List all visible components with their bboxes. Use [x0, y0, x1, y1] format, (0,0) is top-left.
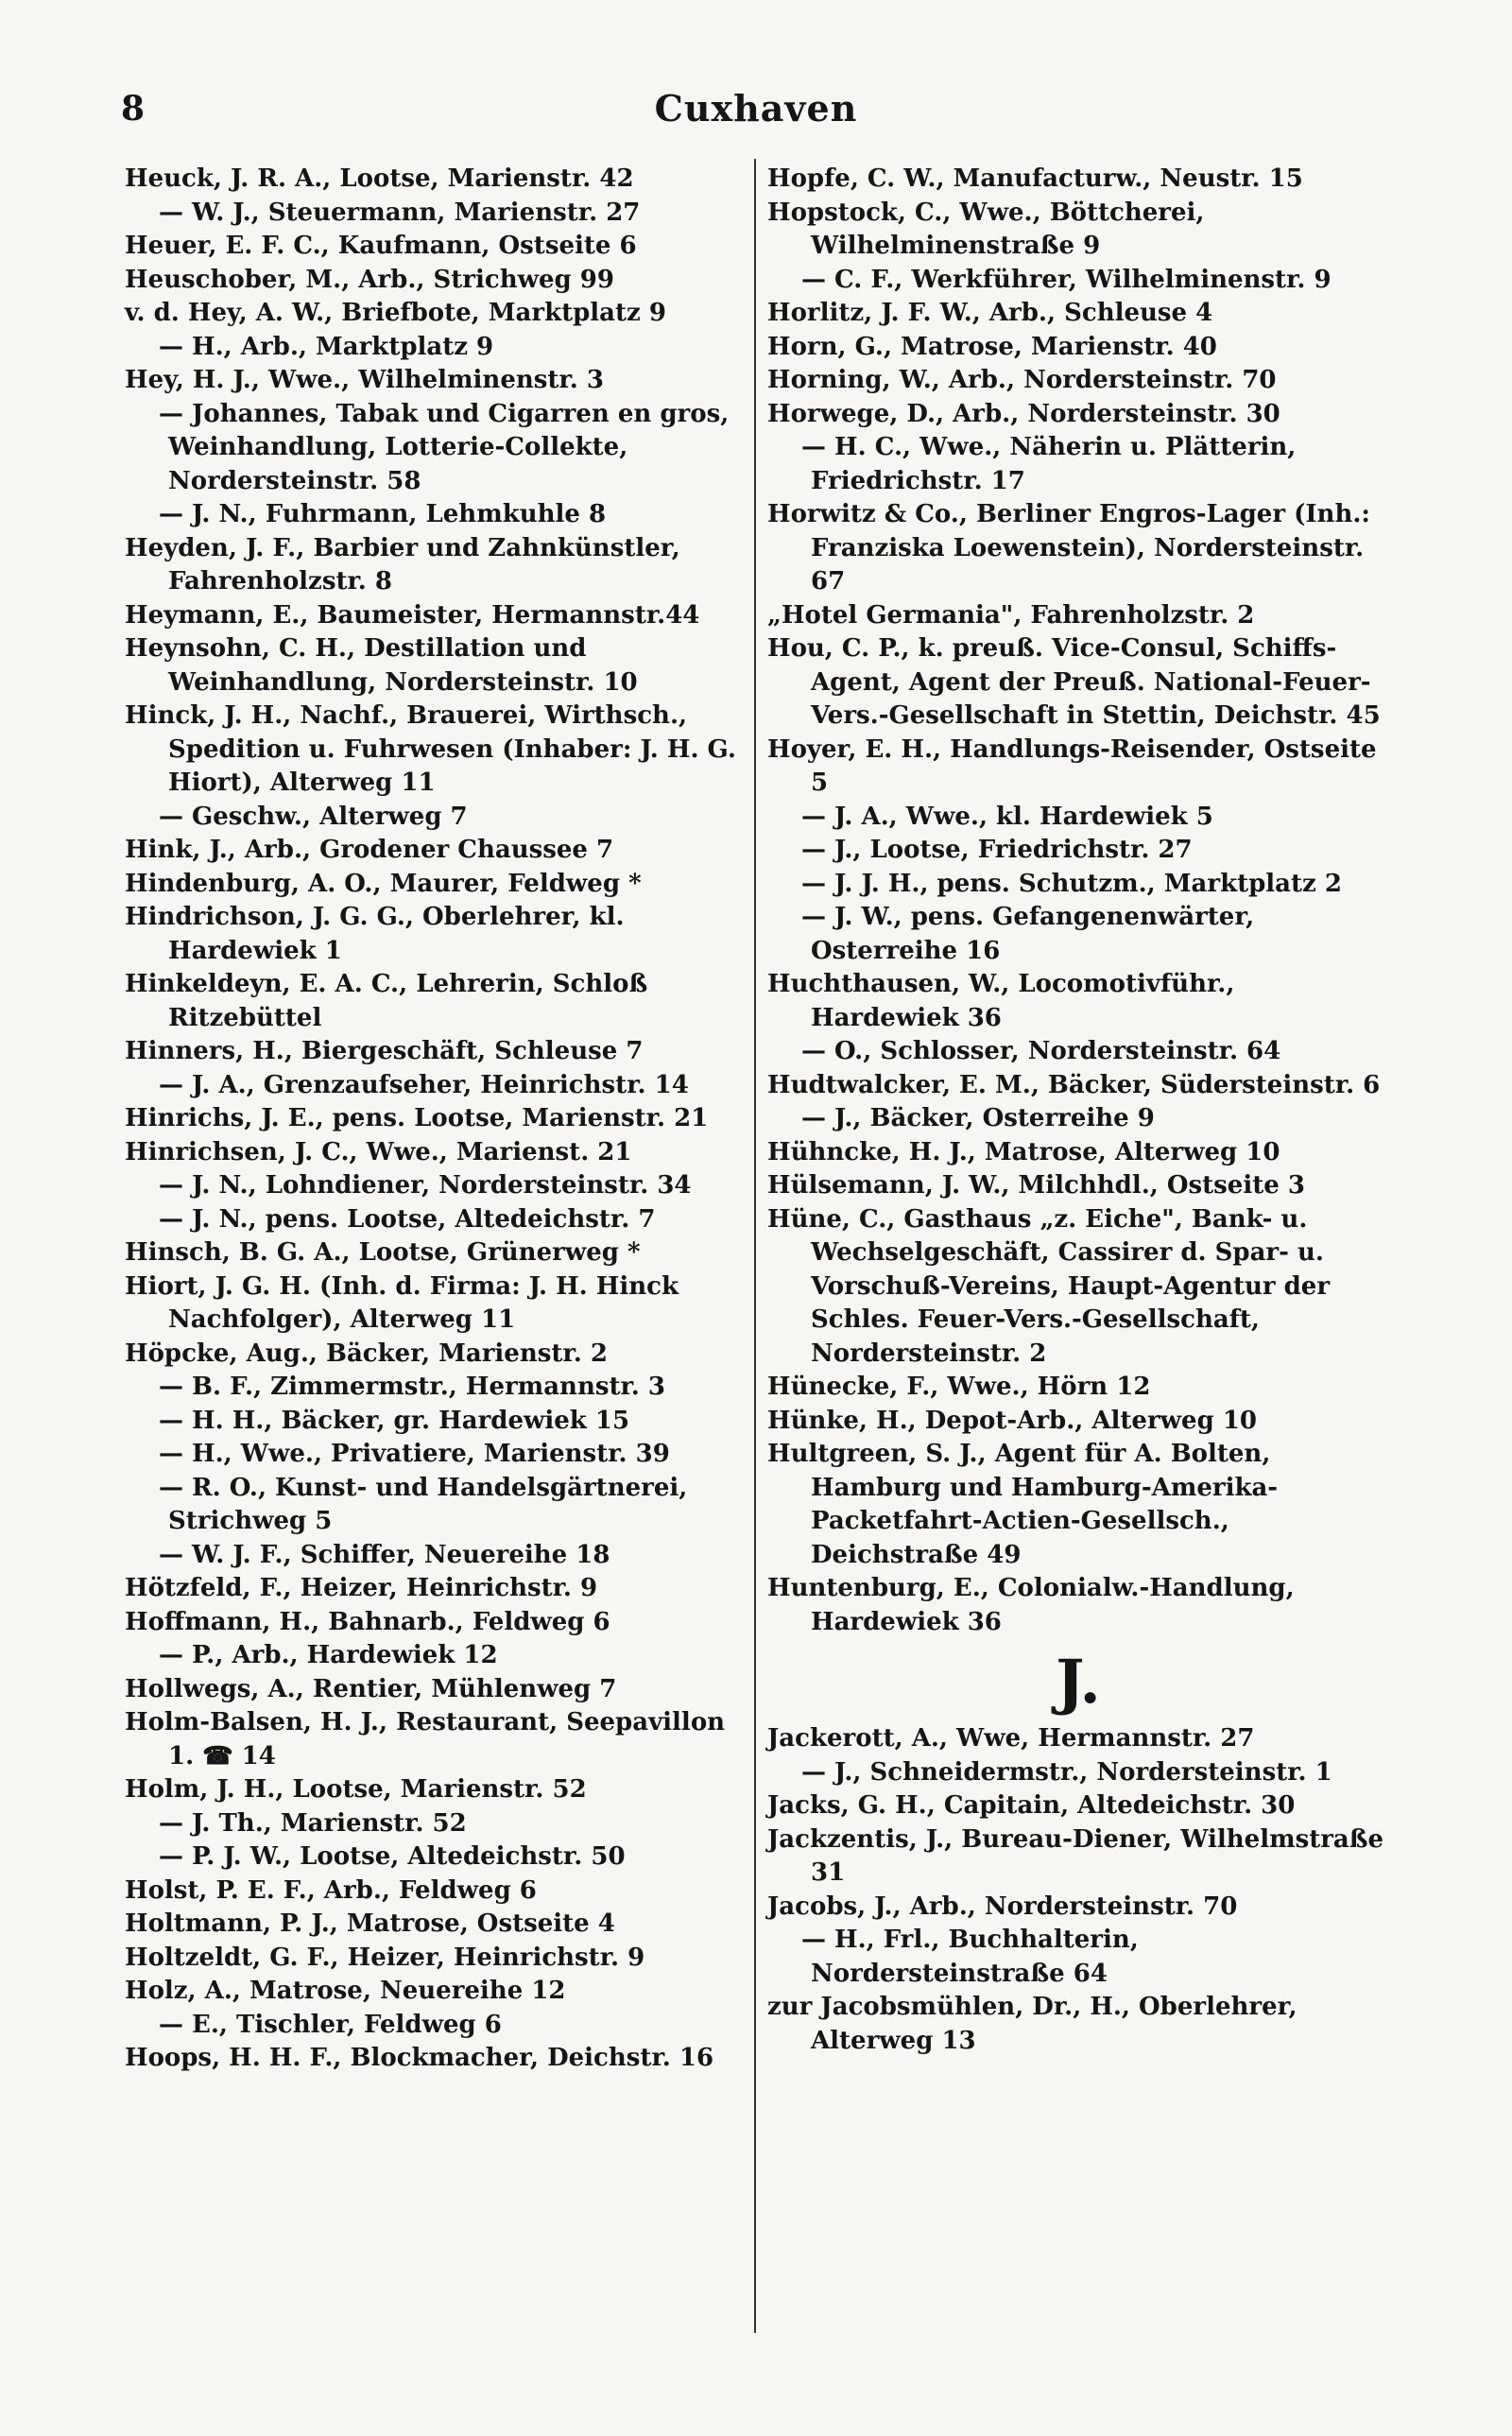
directory-entry: — P., Arb., Hardewiek 12: [159, 1641, 498, 1669]
directory-entry: — J. N., Fuhrmann, Lehmkuhle 8: [159, 500, 607, 528]
directory-entry: „Hotel Germania", Fahrenholzstr. 2: [767, 600, 1255, 630]
directory-entry: Horn, G., Matrose, Marienstr. 40: [767, 332, 1217, 361]
directory-entry: Hopstock, C., Wwe., Böttcherei, Wilhelminenstraße 9: [767, 198, 1205, 260]
directory-entry: Hühncke, H. J., Matrose, Alterweg 10: [767, 1137, 1280, 1166]
directory-entry: Hülsemann, J. W., Milchhdl., Ostseite 3: [767, 1171, 1305, 1200]
directory-entry: — H., Arb., Marktplatz 9: [159, 332, 494, 361]
directory-entry: Hinkeldeyn, E. A. C., Lehrerin, Schloß Ritzebüttel: [125, 970, 648, 1032]
directory-entry: — J. N., Lohndiener, Nordersteinstr. 34: [159, 1171, 692, 1200]
directory-entry: — H. H., Bäcker, gr. Hardewiek 15: [159, 1406, 630, 1435]
directory-entry: — P. J. W., Lootse, Altedeichstr. 50: [159, 1842, 626, 1871]
directory-entry: — H., Frl., Buchhalterin, Nordersteinstraße 64: [801, 1926, 1139, 1988]
directory-entry: Hoyer, E. H., Handlungs-Reisender, Ostseite 5: [767, 734, 1377, 797]
directory-entry: Hötzfeld, F., Heizer, Heinrichstr. 9: [125, 1574, 598, 1602]
directory-entry: Jackzentis, J., Bureau-Diener, Wilhelmstraße 31: [767, 1824, 1384, 1887]
directory-entry: v. d. Hey, A. W., Briefbote, Marktplatz 9: [125, 299, 666, 327]
directory-entry: Hünecke, F., Wwe., Hörn 12: [767, 1373, 1151, 1401]
directory-entry: Hiort, J. G. H. (Inh. d. Firma: J. H. Hinck Nachfolger), Alterweg 11: [125, 1271, 679, 1334]
directory-entry: Jackerott, A., Wwe, Hermannstr. 27: [767, 1724, 1255, 1753]
directory-entry: Hudtwalcker, E. M., Bäcker, Südersteinstr. 6: [767, 1070, 1381, 1099]
directory-entry: — J. A., Grenzaufseher, Heinrichstr. 14: [159, 1070, 689, 1099]
directory-entry: — Johannes, Tabak und Cigarren en gros, Weinhandlung, Lotterie-Collekte, Nordersteinstr. 58: [159, 399, 730, 495]
directory-entry: Hüne, C., Gasthaus „z. Eiche", Bank- u. Wechselgeschäft, Cassirer d. Spar- u. Vorschuß-Vereins, Haupt-Agentur der Schles. Feuer-Vers.-Gesellschaft, Nordersteinstr. 2: [767, 1204, 1331, 1368]
directory-entry: Heymann, E., Baumeister, Hermannstr.44: [125, 600, 700, 630]
directory-entry: — C. F., Werkführer, Wilhelminenstr. 9: [801, 265, 1332, 294]
directory-entry: Hindrichson, J. G. G., Oberlehrer, kl. Hardewiek 1: [125, 903, 625, 965]
right-column-h-entries: [767, 163, 1389, 1639]
directory-entry: Horlitz, J. F. W., Arb., Schleuse 4: [767, 299, 1213, 327]
directory-entry: Hoops, H. H. F., Blockmacher, Deichstr. 16: [125, 2044, 714, 2072]
directory-entry: Heuschober, M., Arb., Strichweg 99: [125, 265, 614, 294]
directory-entry: Holtmann, P. J., Matrose, Ostseite 4: [125, 1909, 615, 1938]
directory-entry: Hoffmann, H., Bahnarb., Feldweg 6: [125, 1607, 610, 1636]
directory-entry: zur Jacobsmühlen, Dr., H., Oberlehrer, Alterweg 13: [767, 1993, 1297, 2055]
directory-entry: Hou, C. P., k. preuß. Vice-Consul, Schiffs-Agent, Agent der Preuß. National-Feuer-Vers.-Gesellschaft in Stettin, Deichstr. 45: [767, 634, 1381, 730]
directory-entry: — J., Lootse, Friedrichstr. 27: [801, 836, 1193, 864]
directory-entry: — Geschw., Alterweg 7: [159, 802, 468, 831]
directory-entry: Hultgreen, S. J., Agent für A. Bolten, Hamburg und Hamburg-Amerika-Packetfahrt-Actien-Gesellsch., Deichstraße 49: [767, 1440, 1279, 1569]
section-letter-j: J.: [1056, 1647, 1101, 1718]
directory-entry: — J. J. H., pens. Schutzm., Marktplatz 2: [801, 869, 1342, 898]
directory-entry: — W. J., Steuermann, Marienstr. 27: [159, 198, 641, 227]
directory-entry: Heuck, J. R. A., Lootse, Marienstr. 42: [125, 164, 634, 193]
running-head: Cuxhaven: [654, 87, 858, 130]
directory-entry: Holst, P. E. F., Arb., Feldweg 6: [125, 1875, 537, 1905]
directory-entry: Hink, J., Arb., Grodener Chaussee 7: [125, 836, 614, 864]
directory-entry: Heynsohn, C. H., Destillation und Weinhandlung, Nordersteinstr. 10: [125, 634, 638, 697]
directory-entry: Hollwegs, A., Rentier, Mühlenweg 7: [125, 1674, 617, 1703]
directory-entry: Hinck, J. H., Nachf., Brauerei, Wirthsch., Spedition u. Fuhrwesen (Inhaber: J. H. G. Hiort), Alterweg 11: [125, 701, 736, 797]
directory-entry: — O., Schlosser, Nordersteinstr. 64: [801, 1037, 1281, 1065]
directory-entry: — J., Schneidermstr., Nordersteinstr. 1: [801, 1757, 1332, 1787]
directory-entry: Höpcke, Aug., Bäcker, Marienstr. 2: [125, 1339, 608, 1368]
directory-entry: — B. F., Zimmermstr., Hermannstr. 3: [159, 1373, 665, 1401]
directory-entry: Horwege, D., Arb., Nordersteinstr. 30: [767, 399, 1280, 428]
directory-entry: — E., Tischler, Feldweg 6: [159, 2010, 502, 2039]
directory-entry: Heyden, J. F., Barbier und Zahnkünstler, Fahrenholzstr. 8: [125, 533, 680, 596]
directory-entry: — J. Th., Marienstr. 52: [159, 1808, 467, 1838]
directory-entry: Hünke, H., Depot-Arb., Alterweg 10: [767, 1406, 1258, 1435]
directory-entry: — J. A., Wwe., kl. Hardewiek 5: [801, 802, 1213, 831]
directory-entry: Hinsch, B. G. A., Lootse, Grünerweg *: [125, 1238, 641, 1267]
directory-entry: — W. J. F., Schiffer, Neuereihe 18: [159, 1540, 610, 1569]
directory-entry: — H. C., Wwe., Näherin u. Plätterin, Friedrichstr. 17: [801, 433, 1297, 495]
directory-entry: — J., Bäcker, Osterreihe 9: [801, 1104, 1155, 1132]
directory-entry: Horning, W., Arb., Nordersteinstr. 70: [767, 366, 1277, 394]
directory-entry: Holm-Balsen, H. J., Restaurant, Seepavillon 1. ☎ 14: [125, 1708, 726, 1771]
directory-entry: Hinners, H., Biergeschäft, Schleuse 7: [125, 1037, 644, 1065]
directory-entry: Holm, J. H., Lootse, Marienstr. 52: [125, 1775, 587, 1804]
column-divider: [754, 159, 756, 2333]
directory-entry: Holtzeldt, G. F., Heizer, Heinrichstr. 9: [125, 1943, 645, 1972]
directory-entry: Hopfe, C. W., Manufacturw., Neustr. 15: [767, 164, 1303, 193]
directory-entry: Hindenburg, A. O., Maurer, Feldweg *: [125, 869, 642, 898]
directory-entry: Horwitz & Co., Berliner Engros-Lager (Inh.: Franziska Loewenstein), Nordersteinstr. 67: [767, 500, 1371, 596]
directory-entry: Holz, A., Matrose, Neuereihe 12: [125, 1977, 566, 2005]
directory-entry: Hey, H. J., Wwe., Wilhelminenstr. 3: [125, 366, 604, 394]
page-number: 8: [121, 89, 146, 129]
right-column-j-entries: [767, 1722, 1389, 2058]
directory-entry: — J. W., pens. Gefangenenwärter, Osterreihe 16: [801, 903, 1255, 965]
directory-entry: Heuer, E. F. C., Kaufmann, Ostseite 6: [125, 232, 637, 260]
left-column: [125, 163, 747, 2076]
directory-entry: Hinrichsen, J. C., Wwe., Marienst. 21: [125, 1137, 632, 1166]
directory-entry: Jacobs, J., Arb., Nordersteinstr. 70: [767, 1892, 1238, 1921]
directory-entry: Hinrichs, J. E., pens. Lootse, Marienstr. 21: [125, 1104, 709, 1132]
directory-entry: Huntenburg, E., Colonialw.-Handlung, Hardewiek 36: [767, 1574, 1295, 1636]
right-column: [767, 163, 1389, 2058]
directory-entry: — J. N., pens. Lootse, Altedeichstr. 7: [159, 1204, 656, 1234]
directory-entry: Jacks, G. H., Capitain, Altedeichstr. 30: [767, 1791, 1296, 1820]
directory-entry: — H., Wwe., Privatiere, Marienstr. 39: [159, 1440, 670, 1468]
directory-entry: — R. O., Kunst- und Handelsgärtnerei, Strichweg 5: [159, 1473, 688, 1535]
directory-entry: Huchthausen, W., Locomotivführ., Hardewiek 36: [767, 970, 1235, 1032]
